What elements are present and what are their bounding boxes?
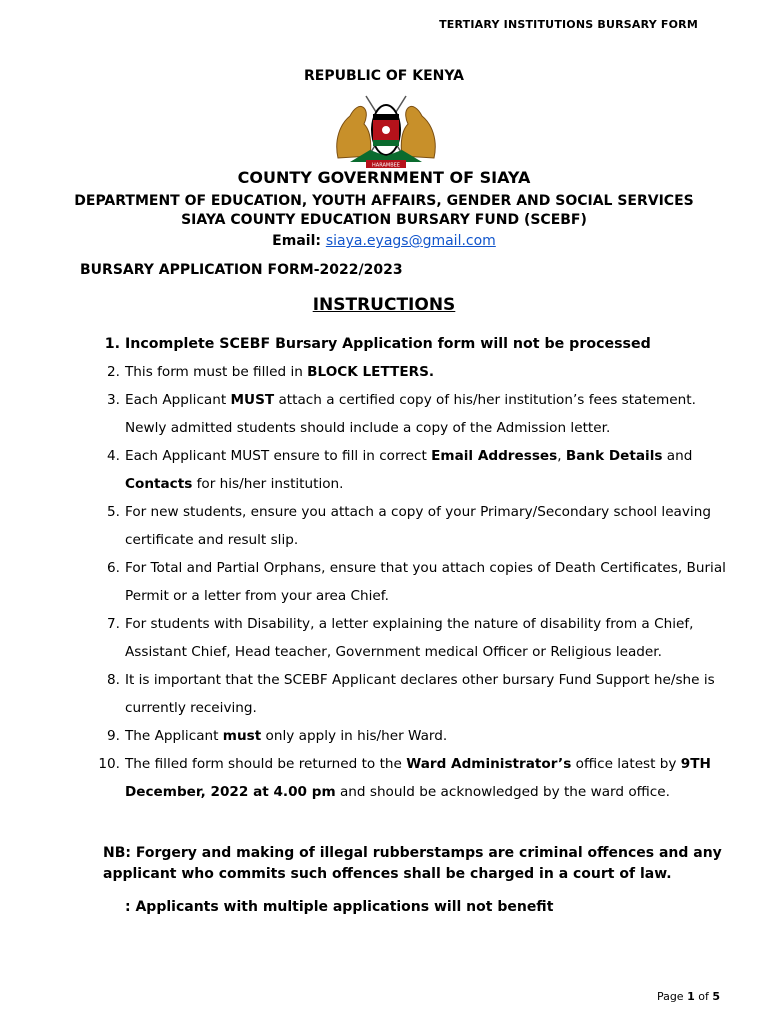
department-title: DEPARTMENT OF EDUCATION, YOUTH AFFAIRS, GENDER AND SOCIAL SERVICES [74,193,694,209]
crest-motto: HARAMBEE [372,162,400,169]
instruction-item: 2. This form must be filled in BLOCK LETTERS. [107,364,435,380]
fund-title: SIAYA COUNTY EDUCATION BURSARY FUND (SCEBF) [181,212,587,228]
kenya-coat-of-arms-icon [330,90,442,170]
form-type-header: TERTIARY INSTITUTIONS BURSARY FORM [439,18,698,31]
instruction-item: 3. Each Applicant MUST attach a certified copy of his/her institution’s fees statement. Newly admitted students should include a copy of the Admission letter. [107,392,696,436]
email-label: Email: [272,233,321,249]
nb-warning: NB: Forgery and making of illegal rubberstamps are criminal offences and any applicant who commits such offences shall be charged in a court of law. [103,845,722,882]
email-line [0,233,768,249]
instruction-item: 1. Incomplete SCEBF Bursary Application form will not be processed [104,336,651,352]
county-title: COUNTY GOVERNMENT OF SIAYA [237,168,531,187]
multiple-applications-note: : Applicants with multiple applications will not benefit [125,899,554,915]
instructions-list [90,330,730,806]
instruction-item: 10. The filled form should be returned to the Ward Administrator’s office latest by 9TH December, 2022 at 4.00 pm and should be acknowledged by the ward office. [98,756,711,800]
instruction-item: 4. Each Applicant MUST ensure to fill in correct Email Addresses, Bank Details and Contacts for his/her institution. [107,448,693,492]
instructions-heading: INSTRUCTIONS [312,295,456,315]
instruction-item: 6. For Total and Partial Orphans, ensure that you attach copies of Death Certificates, Burial Permit or a letter from your area Chief. [107,560,726,604]
email-link[interactable]: siaya.eyags@gmail.com [325,233,496,249]
form-title: BURSARY APPLICATION FORM-2022/2023 [80,262,403,278]
republic-title: REPUBLIC OF KENYA [303,68,465,84]
instruction-item: 7. For students with Disability, a letter explaining the nature of disability from a Chief, Assistant Chief, Head teacher, Government medical Officer or Religious leader. [107,616,694,660]
instruction-item: 9. The Applicant must only apply in his/her Ward. [107,728,448,744]
instruction-item: 8. It is important that the SCEBF Applicant declares other bursary Fund Support he/she is currently receiving. [107,672,715,716]
instruction-item: 5. For new students, ensure you attach a copy of your Primary/Secondary school leaving certificate and result slip. [107,504,711,548]
page-number: Page 1 of 5 [656,990,720,1003]
